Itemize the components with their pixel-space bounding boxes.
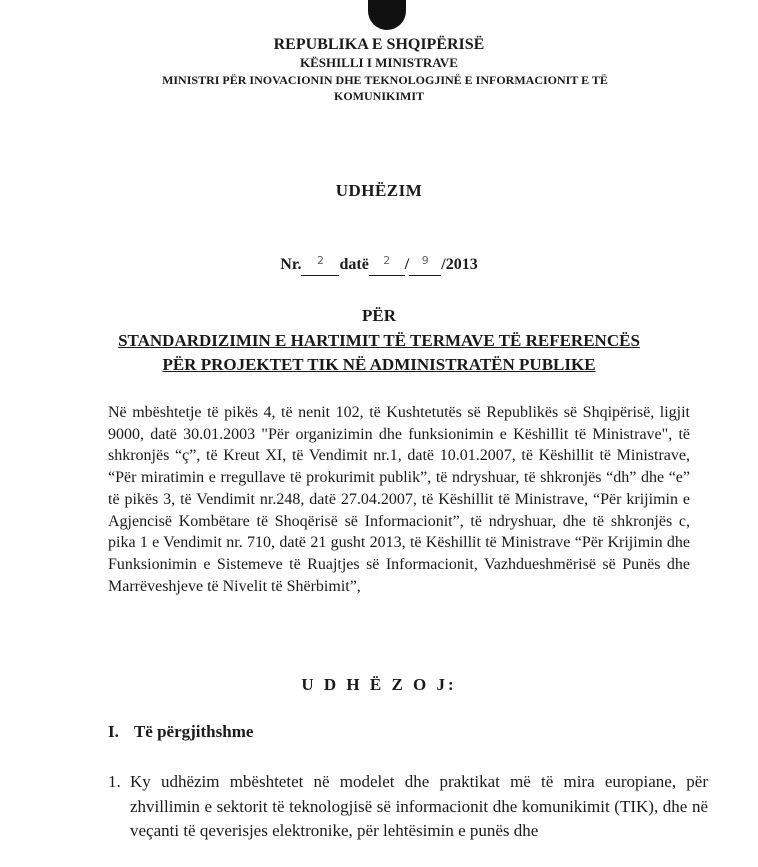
list-item-text: Ky udhëzim mbështetet në modelet dhe praktikat më të mira europiane, për zhvillimin e sektorit të teknologjisë së informacionit dhe komunikimit (TIK), dhe në veçanti të qeverisjes elektronike, për lehtësimin e punës dhe <box>130 772 708 840</box>
subject-line-2: PËR PROJEKTET TIK NË ADMINISTRATËN PUBLIKE <box>162 355 596 374</box>
list-item <box>108 770 708 844</box>
date-year: /2013 <box>441 256 478 273</box>
list-item-number: 1. <box>108 772 121 791</box>
instruct-heading: U D H Ë Z O J: <box>301 675 457 694</box>
header-ministry-line2: KOMUNIKIMIT <box>334 89 424 103</box>
state-emblem <box>368 0 406 30</box>
document-number-line <box>0 256 758 276</box>
number-label: Nr. <box>280 256 302 273</box>
date-separator: / <box>404 256 410 273</box>
header-republic: REPUBLIKA E SHQIPËRISË <box>273 36 485 53</box>
subject-per: PËR <box>362 306 396 325</box>
preamble-paragraph <box>108 402 690 597</box>
preamble-text: Në mbështetje të pikës 4, të nenit 102, të Kushtetutës së Republikës së Shqipërisë, ligjit 9000, datë 30.01.2003 "Për organizimin dhe funksionimin e Këshillit të Ministrave", të shkronjës “ç”, të Kreut XI, të Vendimit nr.1, datë 10.01.2007, të Këshillit të Ministrave, “Për miratimin e rregullave të prokurimit publik”, të ndryshuar, të shkronjës “dh” dhe “e” të pikës 3, të Vendimit nr.248, datë 27.04.2007, të Këshillit të Ministrave, “Për krijimin e Agjencisë Kombëtare të Shoqërisë së Informacionit”, të ndryshuar, dhe të shkronjës c, pika 1 e Vendimit nr. 710, datë 21 gusht 2013, të Këshillit të Ministrave “Për Krijimin dhe Funksionimin e Sistemeve të Ruajtjes së Informacionit, Vazhdueshmërisë së Punës dhe Marrëveshjeve të Nivelit të Shërbimit”, <box>108 404 690 595</box>
date-month-field: 9 <box>409 259 441 276</box>
section-heading <box>108 722 253 742</box>
document-type-title: UDHËZIM <box>335 181 423 200</box>
date-day-field: 2 <box>369 259 405 276</box>
number-value-field: 2 <box>301 259 339 276</box>
section-title: Të përgjithshme <box>133 722 254 741</box>
header-ministry-line1: MINISTRI PËR INOVACIONIN DHE TEKNOLOGJINË E INFORMACIONIT E TË <box>162 73 608 87</box>
section-number: I. <box>108 722 119 741</box>
date-label: datë <box>339 256 369 273</box>
header-council: KËSHILLI I MINISTRAVE <box>300 55 458 70</box>
subject-line-1: STANDARDIZIMIN E HARTIMIT TË TERMAVE TË REFERENCËS <box>118 331 640 350</box>
